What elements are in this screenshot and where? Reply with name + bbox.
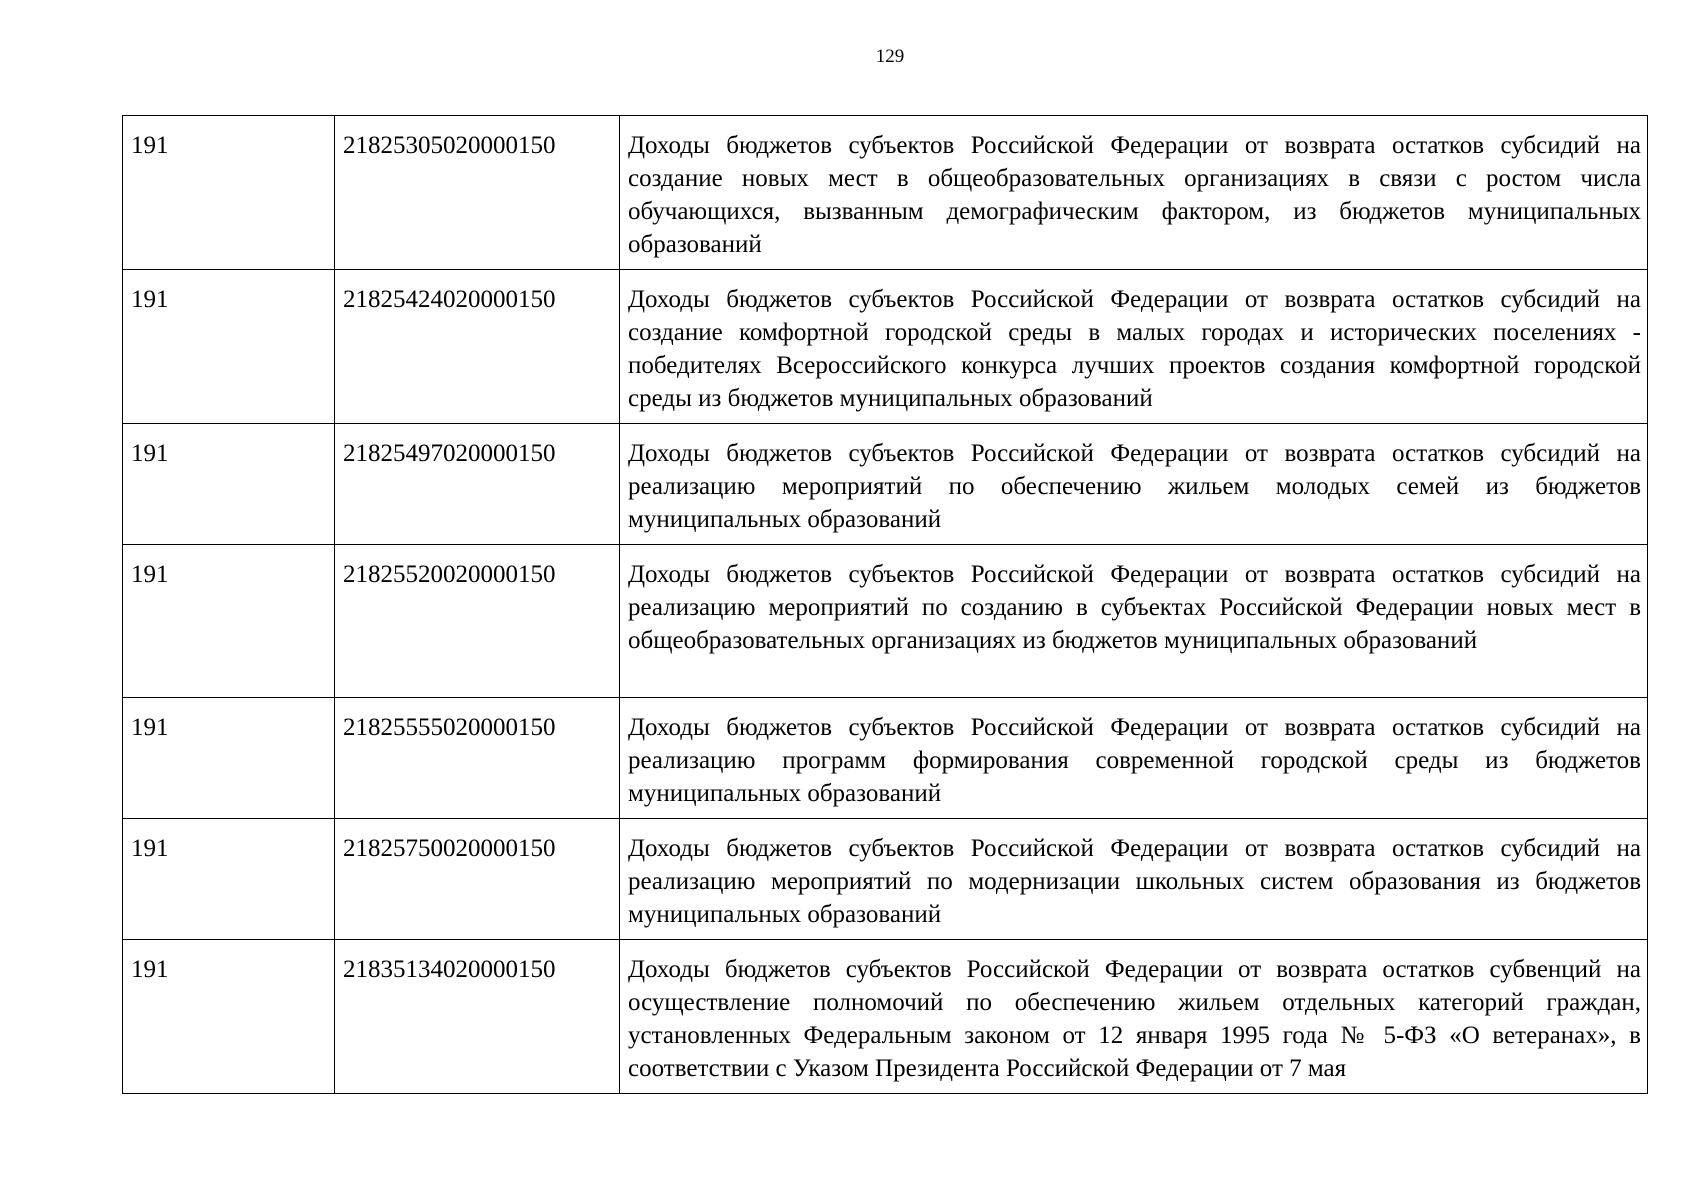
table-row [123,545,1648,698]
budget-code-cell: 21825424020000150 [335,270,620,424]
budget-code-cell: 21825497020000150 [335,424,620,545]
admin-code-cell: 191 [123,424,335,545]
table-row [123,270,1648,424]
budget-code-cell: 21835134020000150 [335,940,620,1094]
budget-code-cell: 21825555020000150 [335,698,620,819]
budget-code-cell: 21825750020000150 [335,819,620,940]
admin-code-cell: 191 [123,116,335,270]
budget-codes-table [122,115,1648,1094]
admin-code-cell: 191 [123,698,335,819]
description-cell: Доходы бюджетов субъектов Российской Федерации от возврата остатков субсидий на реализацию программ формирования современной городской среды из бюджетов муниципальных образований [620,698,1648,819]
admin-code-cell: 191 [123,819,335,940]
budget-code-cell: 21825520020000150 [335,545,620,698]
description-cell: Доходы бюджетов субъектов Российской Федерации от возврата остатков субсидий на создание новых мест в общеобразовательных организациях в связи с ростом числа обучающихся, вызванным демографическим фактором, из бюджетов муниципальных образований [620,116,1648,270]
table-row [123,116,1648,270]
table-row [123,819,1648,940]
description-cell: Доходы бюджетов субъектов Российской Федерации от возврата остатков субсидий на реализацию мероприятий по модернизации школьных систем образования из бюджетов муниципальных образований [620,819,1648,940]
admin-code-cell: 191 [123,545,335,698]
page-number: 129 [875,46,905,67]
table-row [123,424,1648,545]
description-cell: Доходы бюджетов субъектов Российской Федерации от возврата остатков субсидий на реализацию мероприятий по созданию в субъектах Российской Федерации новых мест в общеобразовательных организациях из бюджетов муниципальных образований [620,545,1648,698]
description-cell: Доходы бюджетов субъектов Российской Федерации от возврата остатков субсидий на создание комфортной городской среды в малых городах и исторических поселениях - победителях Всероссийского конкурса лучших проектов создания комфортной городской среды из бюджетов муниципальных образований [620,270,1648,424]
description-cell: Доходы бюджетов субъектов Российской Федерации от возврата остатков субсидий на реализацию мероприятий по обеспечению жильем молодых семей из бюджетов муниципальных образований [620,424,1648,545]
description-cell: Доходы бюджетов субъектов Российской Федерации от возврата остатков субвенций на осуществление полномочий по обеспечению жильем отдельных категорий граждан, установленных Федеральным законом от 12 января 1995 года № 5-ФЗ «О ветеранах», в соответствии с Указом Президента Российской Федерации от 7 мая [620,940,1648,1094]
table-row [123,698,1648,819]
budget-code-cell: 21825305020000150 [335,116,620,270]
admin-code-cell: 191 [123,940,335,1094]
table-row [123,940,1648,1094]
admin-code-cell: 191 [123,270,335,424]
